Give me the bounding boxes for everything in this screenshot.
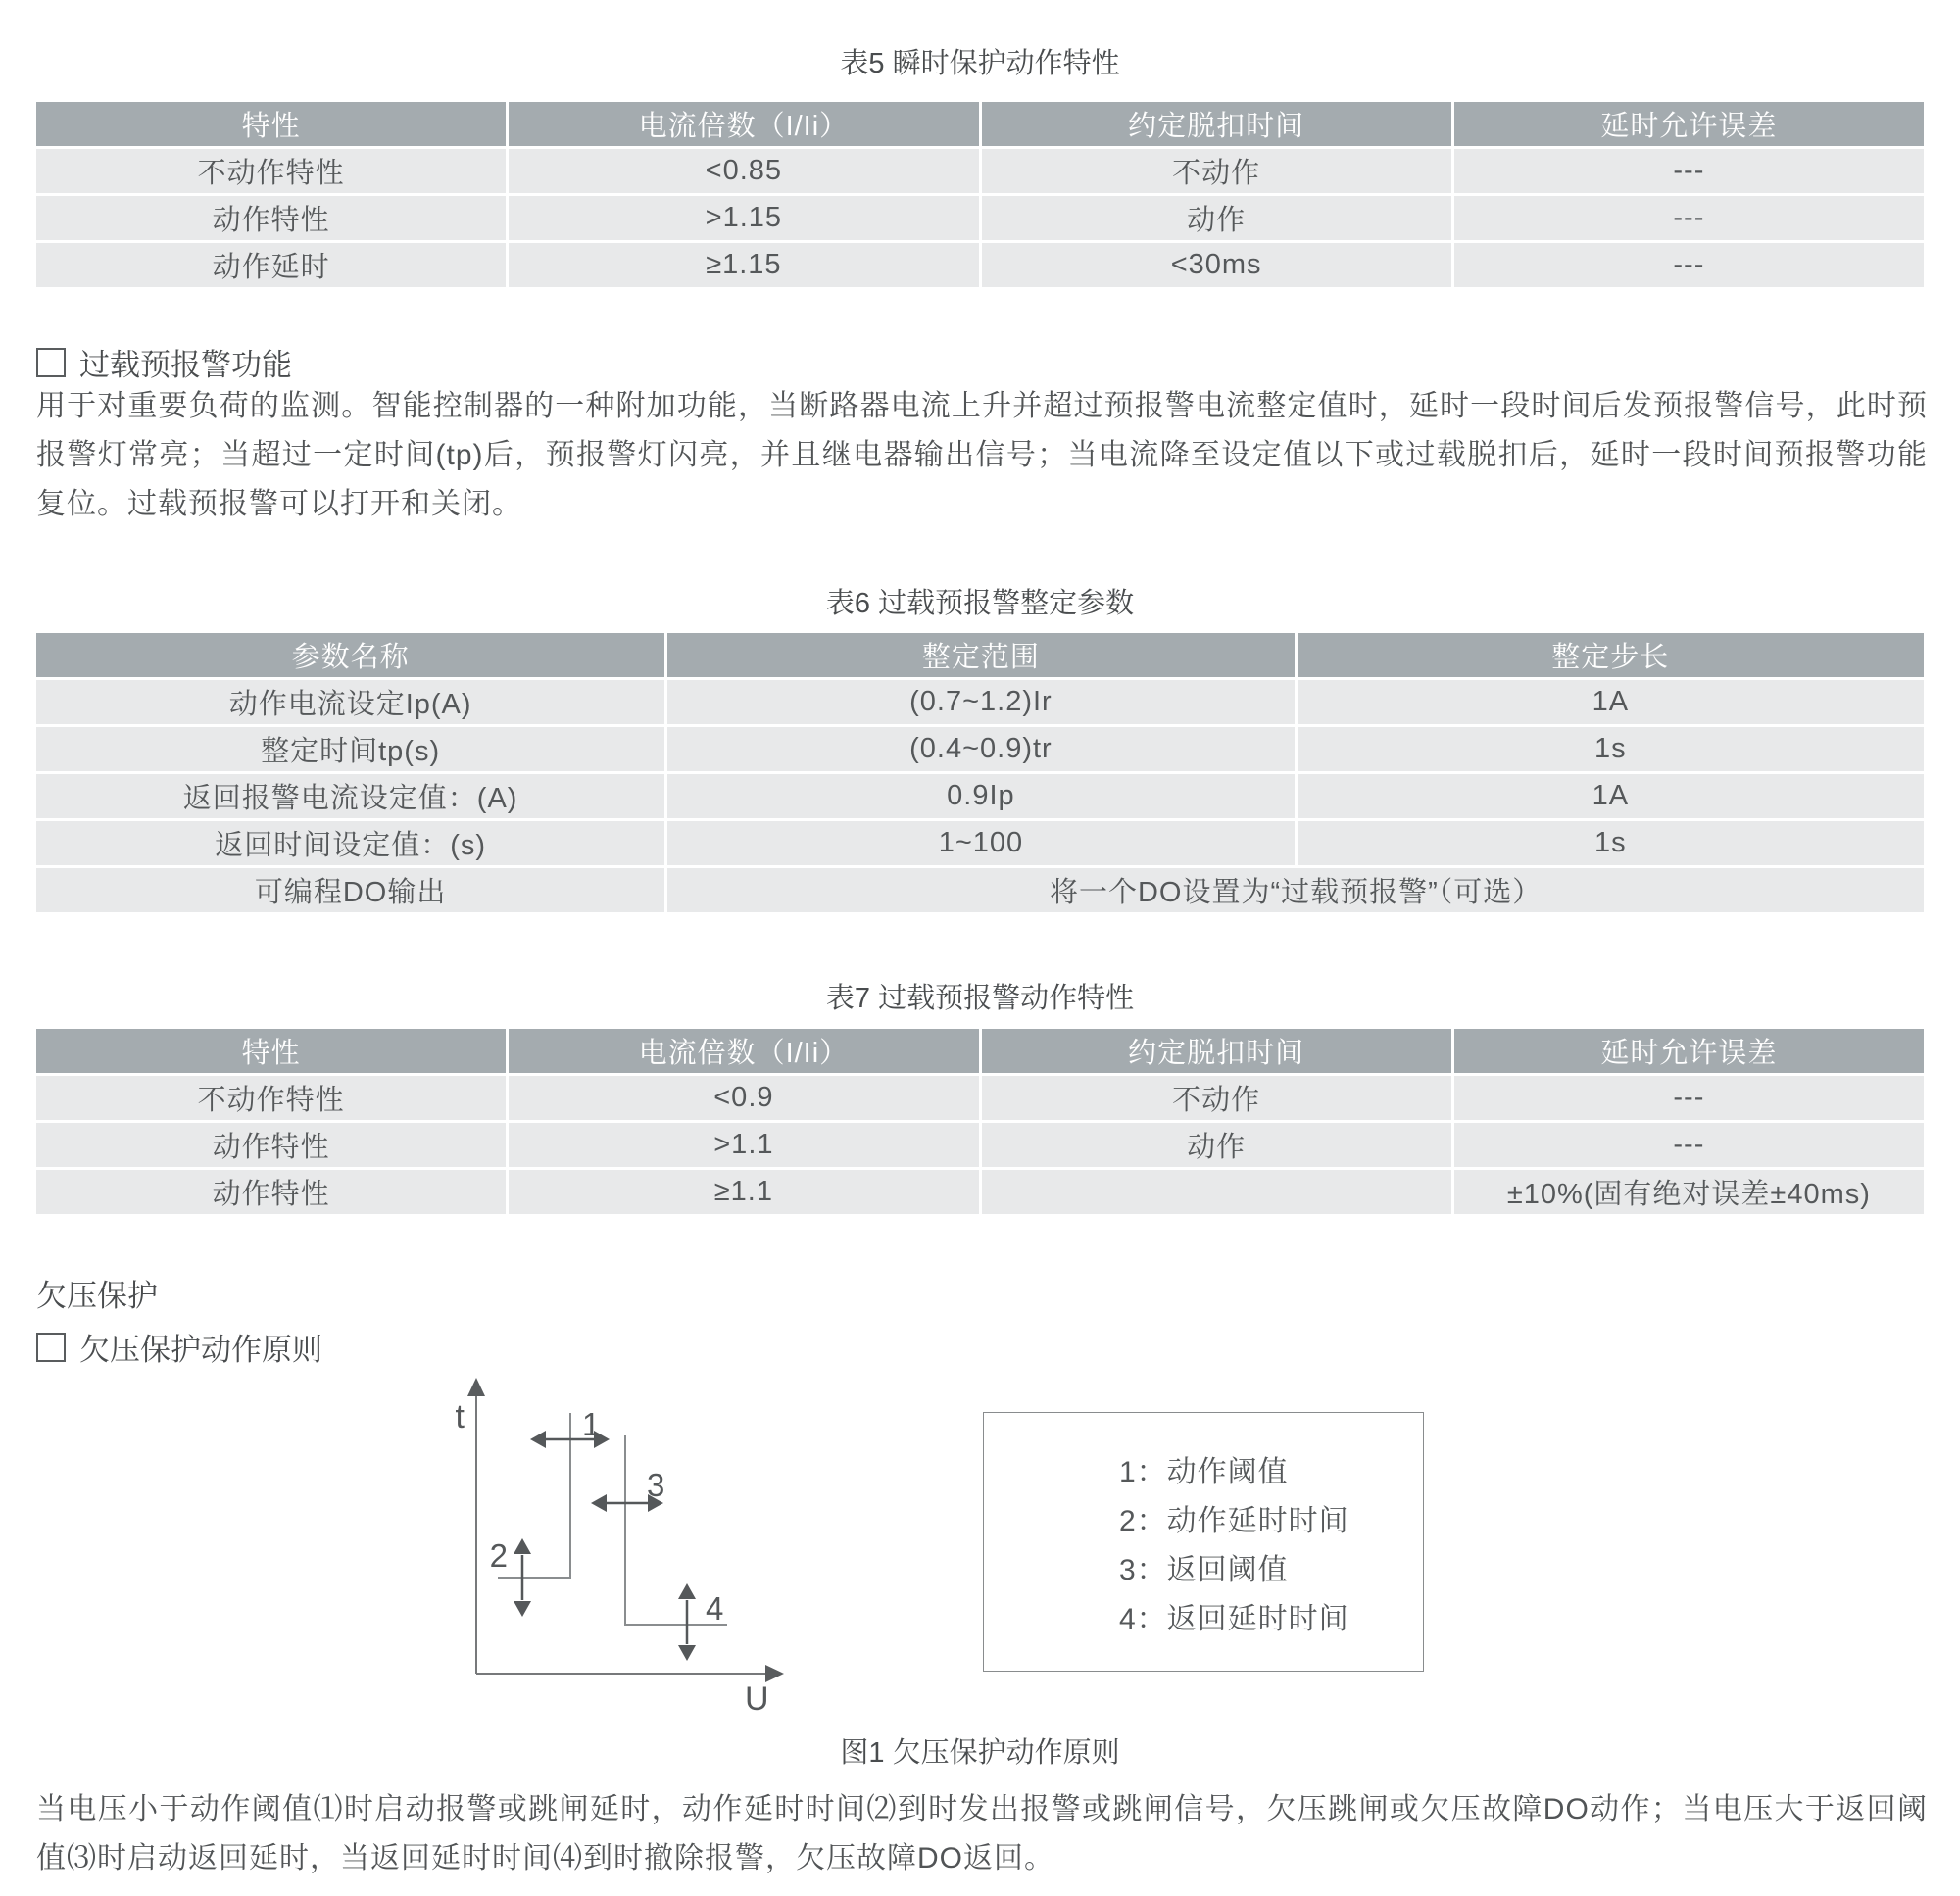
marker1-label: 1 <box>582 1406 601 1442</box>
undervoltage-principle-heading-label: 欠压保护动作原则 <box>79 1333 322 1367</box>
table-row <box>36 243 1924 287</box>
table-row <box>36 149 1924 193</box>
marker4-down-arrow-icon <box>678 1645 696 1661</box>
table6-header-setting-step: 整定步长 <box>1298 633 1924 677</box>
table-row <box>36 868 1924 912</box>
table-cell: >1.15 <box>509 196 978 240</box>
table-cell: 不动作特性 <box>36 1076 506 1120</box>
legend-item-return-threshold: 3：返回阈值 <box>1119 1554 1289 1586</box>
table-cell: --- <box>1454 243 1924 287</box>
table7-header-row <box>36 1029 1924 1073</box>
table-row <box>36 1170 1924 1214</box>
closing-paragraph: 当电压小于动作阈值⑴时启动报警或跳闸延时，动作延时时间⑵到时发出报警或跳闸信号，欠压跳闸或欠压故障DO动作；当电压大于返回阈值⑶时启动返回延时，当返回延时时间⑷到时撤除报警，欠压故障DO返回。 <box>36 1793 1928 1874</box>
table5-header-current-multiple: 电流倍数（I/Ii） <box>509 102 978 146</box>
table7-header-current-multiple: 电流倍数（I/Ii） <box>509 1029 978 1073</box>
table-cell: 不动作 <box>982 1076 1451 1120</box>
table-row <box>36 774 1924 818</box>
overload-prealarm-heading-label: 过载预报警功能 <box>79 348 292 382</box>
table-row <box>36 1076 1924 1120</box>
marker4-up-arrow-icon <box>678 1583 696 1599</box>
marker2-label: 2 <box>489 1537 508 1574</box>
checkbox-square-icon <box>36 1333 66 1362</box>
u-axis-label: U <box>745 1680 769 1718</box>
table6 <box>33 630 1927 915</box>
table-row <box>36 196 1924 240</box>
table-cell: 1~100 <box>667 821 1294 865</box>
table5-header-characteristic: 特性 <box>36 102 506 146</box>
overload-prealarm-paragraph: 用于对重要负荷的监测。智能控制器的一种附加功能，当断路器电流上升并超过预报警电流整定值时，延时一段时间后发预报警信号，此时预报警灯常亮；当超过一定时间(tp)后，预报警灯闪亮，并且继电器输出信号；当电流降至设定值以下或过载脱扣后，延时一段时间预报警功能复位。过载预报警可以打开和关闭。 <box>36 390 1928 520</box>
table-cell: 动作 <box>982 1123 1451 1167</box>
figure-legend-box <box>983 1412 1424 1672</box>
table-cell: ±10%(固有绝对误差±40ms) <box>1454 1170 1924 1214</box>
table5-title: 表5 瞬时保护动作特性 <box>840 48 1120 79</box>
table-cell: 不动作特性 <box>36 149 506 193</box>
undervoltage-principle-diagram <box>421 1367 813 1720</box>
table-cell: 1s <box>1298 727 1924 771</box>
table-cell: 返回报警电流设定值：(A) <box>36 774 664 818</box>
table-cell: --- <box>1454 149 1924 193</box>
table7 <box>33 1026 1927 1217</box>
table5-header-trip-time: 约定脱扣时间 <box>982 102 1451 146</box>
table-cell: >1.1 <box>509 1123 978 1167</box>
table5-header-row <box>36 102 1924 146</box>
marker1-left-arrow-icon <box>530 1431 546 1448</box>
table-cell: 动作 <box>982 196 1451 240</box>
table-cell: 不动作 <box>982 149 1451 193</box>
table-cell: 1s <box>1298 821 1924 865</box>
table-cell: 整定时间tp(s) <box>36 727 664 771</box>
table-cell: 动作延时 <box>36 243 506 287</box>
table6-header-setting-range: 整定范围 <box>667 633 1294 677</box>
legend-item-return-delay: 4：返回延时时间 <box>1119 1603 1349 1635</box>
table7-header-characteristic: 特性 <box>36 1029 506 1073</box>
table-cell: (0.7~1.2)Ir <box>667 680 1294 724</box>
table-cell: (0.4~0.9)tr <box>667 727 1294 771</box>
table7-header-delay-tolerance: 延时允许误差 <box>1454 1029 1924 1073</box>
table6-header-parameter: 参数名称 <box>36 633 664 677</box>
table-cell: 动作电流设定Ip(A) <box>36 680 664 724</box>
overload-prealarm-heading <box>36 340 292 384</box>
table-cell: --- <box>1454 1123 1924 1167</box>
marker2-up-arrow-icon <box>514 1538 531 1554</box>
table-cell: 动作特性 <box>36 1170 506 1214</box>
table-cell: --- <box>1454 1076 1924 1120</box>
legend-item-action-threshold: 1：动作阈值 <box>1119 1456 1289 1488</box>
checkbox-square-icon <box>36 348 66 377</box>
table-cell: 可编程DO输出 <box>36 868 664 912</box>
table-cell: 动作特性 <box>36 196 506 240</box>
table-row <box>36 727 1924 771</box>
table-cell: <0.9 <box>509 1076 978 1120</box>
table-row <box>36 680 1924 724</box>
table7-header-trip-time: 约定脱扣时间 <box>982 1029 1451 1073</box>
marker3-left-arrow-icon <box>591 1494 607 1512</box>
table-cell: 1A <box>1298 680 1924 724</box>
table-cell-do-output: 将一个DO设置为“过载预报警”（可选） <box>667 868 1924 912</box>
legend-item-action-delay: 2：动作延时时间 <box>1119 1505 1349 1537</box>
table-row <box>36 1123 1924 1167</box>
table-cell: 1A <box>1298 774 1924 818</box>
table-cell: <0.85 <box>509 149 978 193</box>
undervoltage-heading: 欠压保护 <box>36 1279 158 1313</box>
table-cell: 返回时间设定值：(s) <box>36 821 664 865</box>
table-row <box>36 821 1924 865</box>
table-cell <box>982 1170 1451 1214</box>
table7-title: 表7 过载预报警动作特性 <box>825 983 1135 1014</box>
marker2-down-arrow-icon <box>514 1601 531 1617</box>
marker3-label: 3 <box>647 1467 665 1503</box>
table-cell: 0.9Ip <box>667 774 1294 818</box>
table5 <box>33 99 1927 290</box>
table-cell: 动作特性 <box>36 1123 506 1167</box>
t-axis-label: t <box>455 1398 465 1435</box>
table-cell: ≥1.1 <box>509 1170 978 1214</box>
table6-header-row <box>36 633 1924 677</box>
table-cell: ≥1.15 <box>509 243 978 287</box>
table5-header-delay-tolerance: 延时允许误差 <box>1454 102 1924 146</box>
table-cell: --- <box>1454 196 1924 240</box>
figure-caption: 图1 欠压保护动作原则 <box>840 1737 1120 1769</box>
table-cell: <30ms <box>982 243 1451 287</box>
t-axis-arrow-icon <box>467 1378 485 1396</box>
undervoltage-principle-heading <box>36 1325 322 1369</box>
table6-title: 表6 过载预报警整定参数 <box>825 588 1135 619</box>
marker4-label: 4 <box>706 1590 724 1627</box>
